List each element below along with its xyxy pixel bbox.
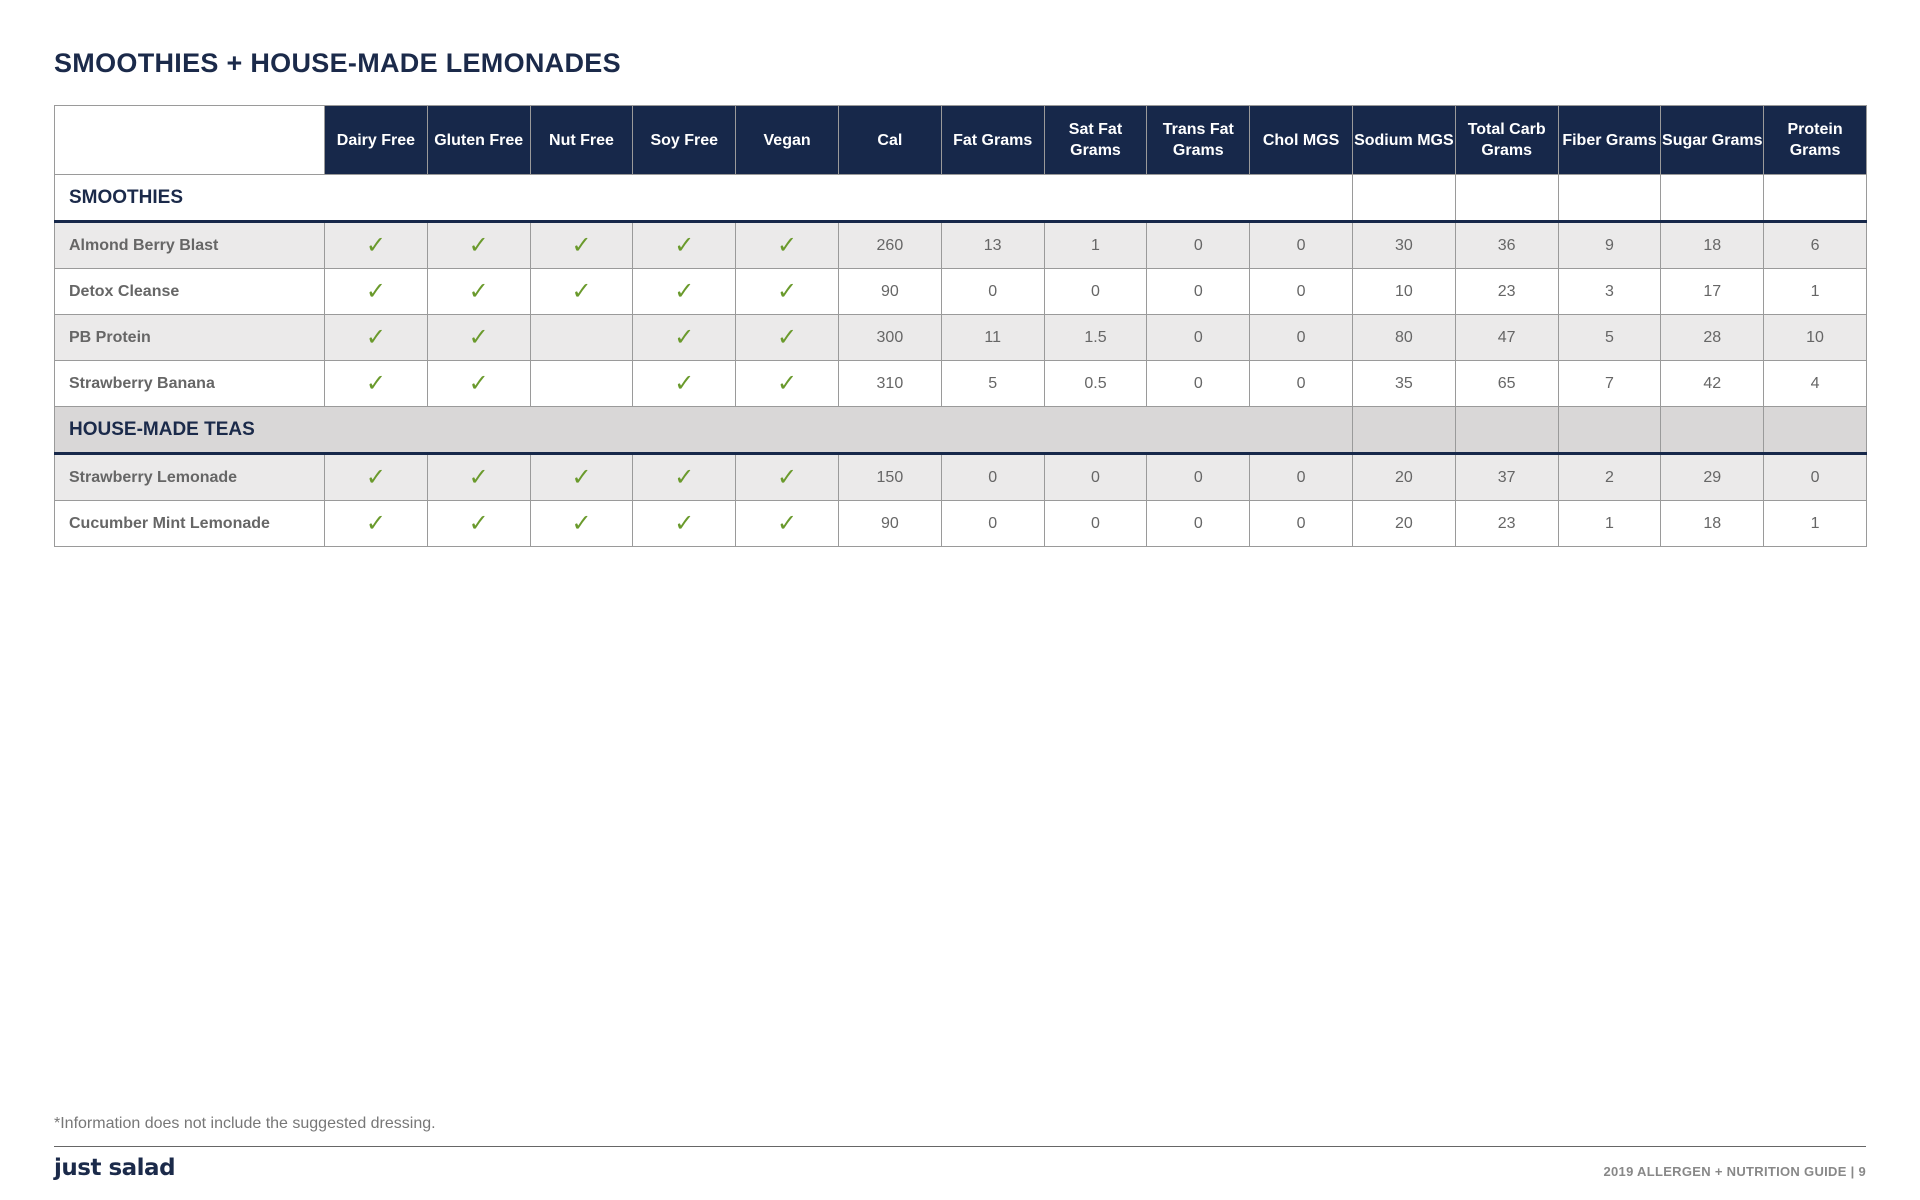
column-header: Nut Free <box>530 106 633 175</box>
footnote: *Information does not include the suggested dressing. <box>54 1115 436 1132</box>
checkmark-icon: ✓ <box>777 463 798 491</box>
nutrition-value: 18 <box>1661 501 1764 547</box>
nutrition-value: 3 <box>1558 269 1661 315</box>
checkmark-icon: ✓ <box>365 369 386 397</box>
nutrition-value: 1 <box>1044 222 1147 269</box>
nutrition-value: 1 <box>1764 269 1867 315</box>
nutrition-value: 0 <box>941 269 1044 315</box>
dairy-free-cell <box>325 454 428 501</box>
vegan-cell <box>736 361 839 407</box>
table-row <box>55 269 1867 315</box>
column-header: Sugar Grams <box>1661 106 1764 175</box>
nutrition-value: 17 <box>1661 269 1764 315</box>
column-header: Trans Fat Grams <box>1147 106 1250 175</box>
dairy-free-cell <box>325 501 428 547</box>
checkmark-icon: ✓ <box>365 509 386 537</box>
checkmark-icon: ✓ <box>468 369 489 397</box>
item-name: Strawberry Banana <box>55 361 325 407</box>
nutrition-value: 0 <box>1044 269 1147 315</box>
nutrition-value: 0 <box>1250 454 1353 501</box>
nut-free-cell <box>530 315 633 361</box>
nutrition-value: 1 <box>1558 501 1661 547</box>
nutrition-value: 18 <box>1661 222 1764 269</box>
checkmark-icon: ✓ <box>571 277 592 305</box>
gluten-free-cell <box>427 269 530 315</box>
gluten-free-cell <box>427 315 530 361</box>
section-empty-cell <box>1764 175 1867 222</box>
table-row <box>55 361 1867 407</box>
nutrition-value: 0 <box>1764 454 1867 501</box>
footer-guide-label: 2019 ALLERGEN + NUTRITION GUIDE | 9 <box>1603 1164 1866 1179</box>
column-header: Gluten Free <box>427 106 530 175</box>
nutrition-value: 0.5 <box>1044 361 1147 407</box>
nutrition-value: 0 <box>1250 269 1353 315</box>
checkmark-icon: ✓ <box>468 509 489 537</box>
column-header: Dairy Free <box>325 106 428 175</box>
table-row <box>55 315 1867 361</box>
gluten-free-cell <box>427 501 530 547</box>
section-empty-cell <box>1764 407 1867 454</box>
soy-free-cell <box>633 454 736 501</box>
nutrition-value: 0 <box>1044 454 1147 501</box>
checkmark-icon: ✓ <box>365 231 386 259</box>
table-row <box>55 454 1867 501</box>
nutrition-value: 42 <box>1661 361 1764 407</box>
table-row <box>55 501 1867 547</box>
dairy-free-cell <box>325 315 428 361</box>
section-empty-cell <box>1661 407 1764 454</box>
nutrition-value: 5 <box>941 361 1044 407</box>
checkmark-icon: ✓ <box>468 231 489 259</box>
nutrition-value: 6 <box>1764 222 1867 269</box>
nutrition-value: 90 <box>838 269 941 315</box>
nutrition-value: 7 <box>1558 361 1661 407</box>
nut-free-cell <box>530 269 633 315</box>
nutrition-value: 0 <box>1147 269 1250 315</box>
section-header-row <box>55 175 1867 222</box>
checkmark-icon: ✓ <box>468 323 489 351</box>
table-body <box>55 175 1867 547</box>
checkmark-icon: ✓ <box>674 323 695 351</box>
vegan-cell <box>736 454 839 501</box>
nutrition-value: 20 <box>1352 501 1455 547</box>
section-empty-cell <box>1558 407 1661 454</box>
column-header: Fiber Grams <box>1558 106 1661 175</box>
gluten-free-cell <box>427 361 530 407</box>
checkmark-icon: ✓ <box>365 277 386 305</box>
soy-free-cell <box>633 269 736 315</box>
nutrition-value: 29 <box>1661 454 1764 501</box>
nutrition-value: 0 <box>1250 315 1353 361</box>
nutrition-value: 260 <box>838 222 941 269</box>
vegan-cell <box>736 222 839 269</box>
nutrition-value: 13 <box>941 222 1044 269</box>
checkmark-icon: ✓ <box>777 231 798 259</box>
nutrition-value: 11 <box>941 315 1044 361</box>
item-name: Detox Cleanse <box>55 269 325 315</box>
nutrition-value: 5 <box>1558 315 1661 361</box>
page-title: SMOOTHIES + HOUSE-MADE LEMONADES <box>54 48 621 78</box>
nutrition-value: 20 <box>1352 454 1455 501</box>
column-header: Cal <box>838 106 941 175</box>
nutrition-value: 0 <box>941 501 1044 547</box>
nutrition-value: 0 <box>941 454 1044 501</box>
section-empty-cell <box>1661 175 1764 222</box>
checkmark-icon: ✓ <box>674 277 695 305</box>
vegan-cell <box>736 269 839 315</box>
checkmark-icon: ✓ <box>777 369 798 397</box>
gluten-free-cell <box>427 222 530 269</box>
checkmark-icon: ✓ <box>571 509 592 537</box>
nutrition-value: 2 <box>1558 454 1661 501</box>
dairy-free-cell <box>325 222 428 269</box>
footer-divider <box>54 1146 1866 1147</box>
dairy-free-cell <box>325 269 428 315</box>
nutrition-value: 9 <box>1558 222 1661 269</box>
section-header-row <box>55 407 1867 454</box>
checkmark-icon: ✓ <box>571 463 592 491</box>
section-empty-cell <box>1352 175 1455 222</box>
nutrition-value: 37 <box>1455 454 1558 501</box>
checkmark-icon: ✓ <box>674 463 695 491</box>
nutrition-value: 80 <box>1352 315 1455 361</box>
table-row <box>55 222 1867 269</box>
item-name: PB Protein <box>55 315 325 361</box>
section-empty-cell <box>1455 175 1558 222</box>
nutrition-value: 1 <box>1764 501 1867 547</box>
column-header: Protein Grams <box>1764 106 1867 175</box>
nutrition-value: 0 <box>1147 315 1250 361</box>
section-empty-cell <box>1455 407 1558 454</box>
column-header: Vegan <box>736 106 839 175</box>
checkmark-icon: ✓ <box>571 231 592 259</box>
nutrition-value: 150 <box>838 454 941 501</box>
header-blank-cell <box>55 106 325 175</box>
table-header-row <box>55 106 1867 175</box>
dairy-free-cell <box>325 361 428 407</box>
nut-free-cell <box>530 501 633 547</box>
column-header: Total Carb Grams <box>1455 106 1558 175</box>
column-header: Sat Fat Grams <box>1044 106 1147 175</box>
checkmark-icon: ✓ <box>674 231 695 259</box>
nutrition-value: 10 <box>1764 315 1867 361</box>
just-salad-logo: just salad <box>54 1155 176 1181</box>
nutrition-value: 0 <box>1250 501 1353 547</box>
nutrition-value: 0 <box>1147 222 1250 269</box>
nut-free-cell <box>530 361 633 407</box>
nutrition-value: 90 <box>838 501 941 547</box>
section-empty-cell <box>1352 407 1455 454</box>
section-empty-cell <box>1558 175 1661 222</box>
vegan-cell <box>736 501 839 547</box>
checkmark-icon: ✓ <box>365 323 386 351</box>
nutrition-value: 10 <box>1352 269 1455 315</box>
nutrition-value: 35 <box>1352 361 1455 407</box>
nutrition-value: 0 <box>1147 501 1250 547</box>
checkmark-icon: ✓ <box>777 277 798 305</box>
soy-free-cell <box>633 361 736 407</box>
nutrition-value: 65 <box>1455 361 1558 407</box>
section-title: HOUSE-MADE TEAS <box>55 407 1353 454</box>
nutrition-value: 0 <box>1250 361 1353 407</box>
checkmark-icon: ✓ <box>365 463 386 491</box>
column-header: Soy Free <box>633 106 736 175</box>
gluten-free-cell <box>427 454 530 501</box>
nutrition-value: 23 <box>1455 501 1558 547</box>
nutrition-table <box>54 105 1867 547</box>
nutrition-value: 4 <box>1764 361 1867 407</box>
item-name: Almond Berry Blast <box>55 222 325 269</box>
checkmark-icon: ✓ <box>777 509 798 537</box>
checkmark-icon: ✓ <box>468 463 489 491</box>
checkmark-icon: ✓ <box>777 323 798 351</box>
column-header: Fat Grams <box>941 106 1044 175</box>
checkmark-icon: ✓ <box>674 369 695 397</box>
nutrition-value: 1.5 <box>1044 315 1147 361</box>
nut-free-cell <box>530 222 633 269</box>
nutrition-value: 23 <box>1455 269 1558 315</box>
item-name: Strawberry Lemonade <box>55 454 325 501</box>
vegan-cell <box>736 315 839 361</box>
nutrition-value: 36 <box>1455 222 1558 269</box>
section-title: SMOOTHIES <box>55 175 1353 222</box>
nutrition-value: 0 <box>1250 222 1353 269</box>
soy-free-cell <box>633 222 736 269</box>
nutrition-value: 47 <box>1455 315 1558 361</box>
nutrition-value: 300 <box>838 315 941 361</box>
nutrition-value: 0 <box>1147 361 1250 407</box>
column-header: Sodium MGS <box>1352 106 1455 175</box>
nutrition-value: 0 <box>1044 501 1147 547</box>
item-name: Cucumber Mint Lemonade <box>55 501 325 547</box>
column-header: Chol MGS <box>1250 106 1353 175</box>
nutrition-value: 28 <box>1661 315 1764 361</box>
soy-free-cell <box>633 501 736 547</box>
checkmark-icon: ✓ <box>468 277 489 305</box>
checkmark-icon: ✓ <box>674 509 695 537</box>
soy-free-cell <box>633 315 736 361</box>
nutrition-value: 30 <box>1352 222 1455 269</box>
nut-free-cell <box>530 454 633 501</box>
nutrition-value: 0 <box>1147 454 1250 501</box>
nutrition-value: 310 <box>838 361 941 407</box>
